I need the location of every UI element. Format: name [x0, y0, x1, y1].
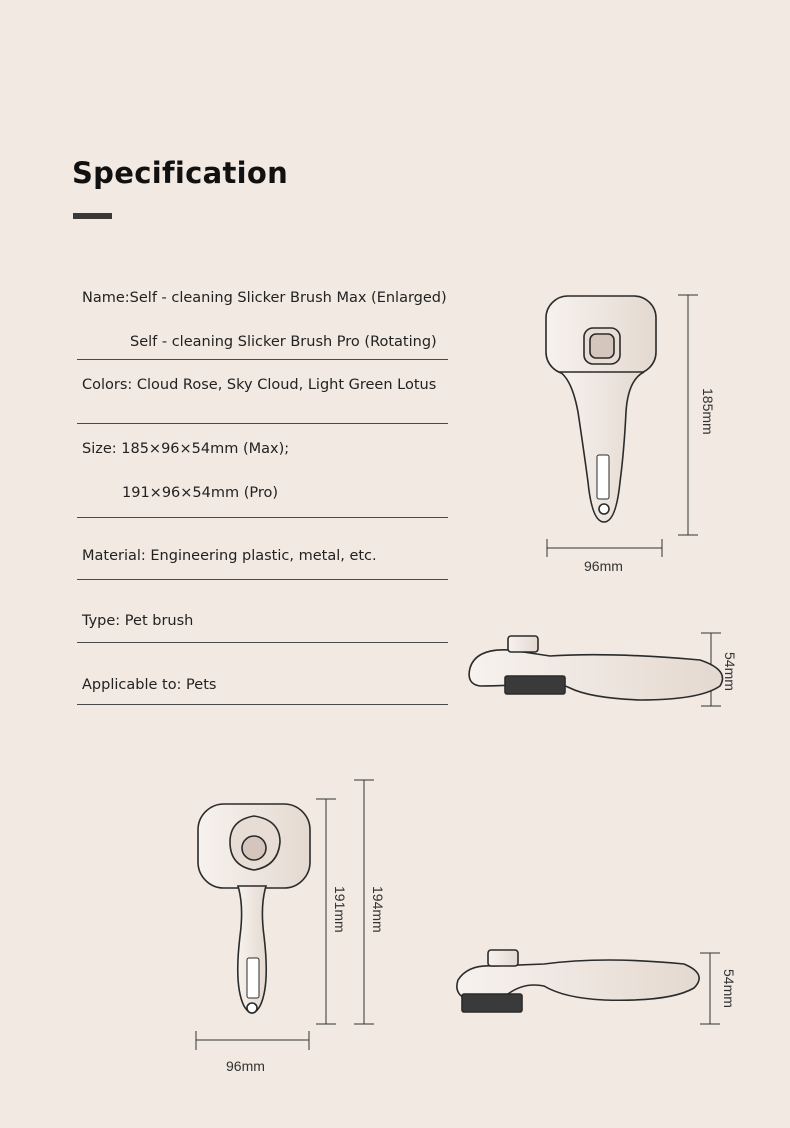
spec-name-line2: Self - cleaning Slicker Brush Pro (Rotating) — [130, 334, 437, 350]
spec-name-line1: Name:Self - cleaning Slicker Brush Max (Enlarged) — [82, 290, 447, 306]
pro-height-outer-label: 194mm — [370, 886, 386, 933]
pro-side-bristles — [462, 994, 522, 1012]
max-depth-label: 54mm — [722, 652, 738, 691]
max-brush-side — [469, 636, 722, 700]
spec-applicable-text: Applicable to: Pets — [82, 677, 217, 693]
spec-size-line1: Size: 185×96×54mm (Max); — [82, 441, 290, 457]
spec-size-line2: 191×96×54mm (Pro) — [122, 485, 279, 501]
max-width-label: 96mm — [584, 558, 623, 574]
max-side-button — [508, 636, 538, 652]
max-brush-label — [597, 455, 609, 499]
max-height-label: 185mm — [700, 388, 716, 435]
max-side-bristles — [505, 676, 565, 694]
pro-side-button — [488, 950, 518, 966]
spec-material-text: Material: Engineering plastic, metal, etc. — [82, 548, 377, 564]
pro-brush-side — [457, 950, 699, 1012]
max-brush-button-inner — [590, 334, 614, 358]
pro-brush-label — [247, 958, 259, 998]
max-brush-hang-hole — [599, 504, 609, 514]
spec-colors-text: Colors: Cloud Rose, Sky Cloud, Light Green Lotus — [82, 377, 437, 393]
pro-brush-button — [242, 836, 266, 860]
max-brush-front — [546, 296, 656, 522]
pro-depth-label: 54mm — [721, 969, 737, 1008]
pro-height-inner-label: 191mm — [332, 886, 348, 933]
pro-width-label: 96mm — [226, 1058, 265, 1074]
pro-brush-hang-hole — [247, 1003, 257, 1013]
page-title: Specification — [72, 156, 289, 190]
spec-type-text: Type: Pet brush — [82, 613, 194, 629]
pro-brush-front — [198, 804, 310, 1013]
